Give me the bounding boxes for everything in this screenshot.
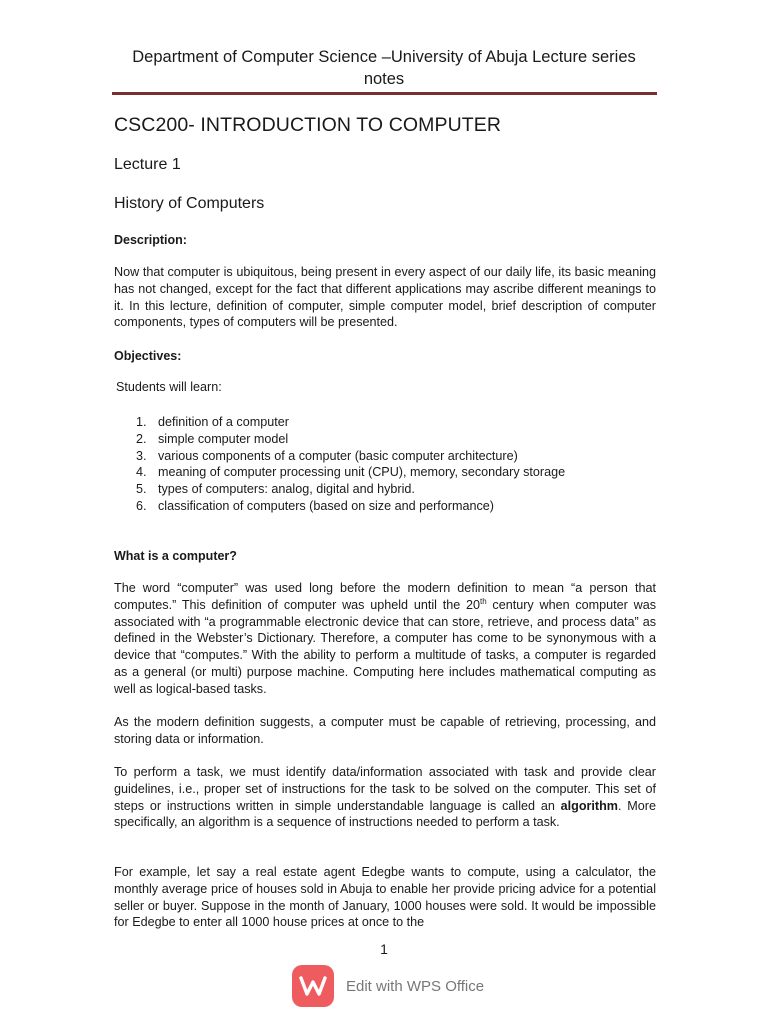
list-item: 2. simple computer model	[136, 431, 289, 446]
header-line-1: Department of Computer Science –University of Abuja Lecture series	[132, 48, 636, 66]
paragraph-2: As the modern definition suggests, a computer must be capable of retrieving, processing, and storing data or information.	[114, 715, 656, 746]
w-glyph-icon	[299, 975, 327, 997]
objectives-heading: Objectives:	[114, 349, 182, 363]
list-item: 1. definition of a computer	[136, 415, 289, 429]
lecture-heading: Lecture 1	[114, 156, 181, 173]
description-heading: Description:	[114, 233, 187, 247]
wps-edit-label[interactable]: Edit with WPS Office	[346, 977, 485, 995]
paragraph-4: For example, let say a real estate agent Edegbe wants to compute, using a calculator, the monthly average price of houses sold in Abuja to enable her provide pricing advice for a potential seller or buyer. Suppose in the month of January, 1000 houses were sold. It would be impossible for Edegbe to enter all 1000 house prices at once to the	[114, 865, 656, 930]
section-heading: What is a computer?	[114, 549, 237, 563]
objectives-intro: Students will learn:	[116, 380, 222, 394]
page-number: 1	[380, 941, 388, 957]
document-header	[112, 46, 656, 90]
wps-edit-banner[interactable]	[292, 964, 484, 1008]
course-title: CSC200- INTRODUCTION TO COMPUTER	[114, 114, 502, 136]
description-text: Now that computer is ubiquitous, being present in every aspect of our daily life, its basic meaning has not changed, except for the fact that different applications may ascribe different meanings to it. In this lecture, definition of computer, simple computer model, brief description of computer components, types of computers will be presented.	[114, 265, 656, 330]
paragraph-3: To perform a task, we must identify data/information associated with task and provide clear guidelines, i.e., proper set of instructions for the task to be solved on the computer. This set of steps or instructions written in simple understandable language is called an algorithm. More specifically, an algorithm is a sequence of instructions needed to perform a task.	[114, 765, 656, 830]
topic-heading: History of Computers	[114, 195, 265, 212]
wps-logo-icon[interactable]	[292, 965, 334, 1007]
list-item: 4. meaning of computer processing unit (CPU), memory, secondary storage	[136, 465, 566, 480]
list-item: 3. various components of a computer (basic computer architecture)	[136, 448, 518, 463]
list-item: 5. types of computers: analog, digital and hybrid.	[136, 482, 415, 497]
header-line-2: notes	[363, 70, 405, 88]
paragraph-1: The word “computer” was used long before the modern definition to mean “a person that computes.” This definition of computer was upheld until the 20th century when computer was associated with “a programmable electronic device that can store, retrieve, and process data” as defined in the Webster’s Dictionary. Therefore, a computer has come to be synonymous with a device that “computes.” With the ability to perform a multitude of tasks, a computer is regarded as a general (or multi) purpose machine. Computing here includes mathematical computing as well as logical-based tasks.	[114, 581, 657, 696]
list-item: 6. classification of computers (based on size and performance)	[136, 498, 494, 513]
objectives-list	[114, 414, 654, 515]
header-divider	[112, 92, 657, 95]
